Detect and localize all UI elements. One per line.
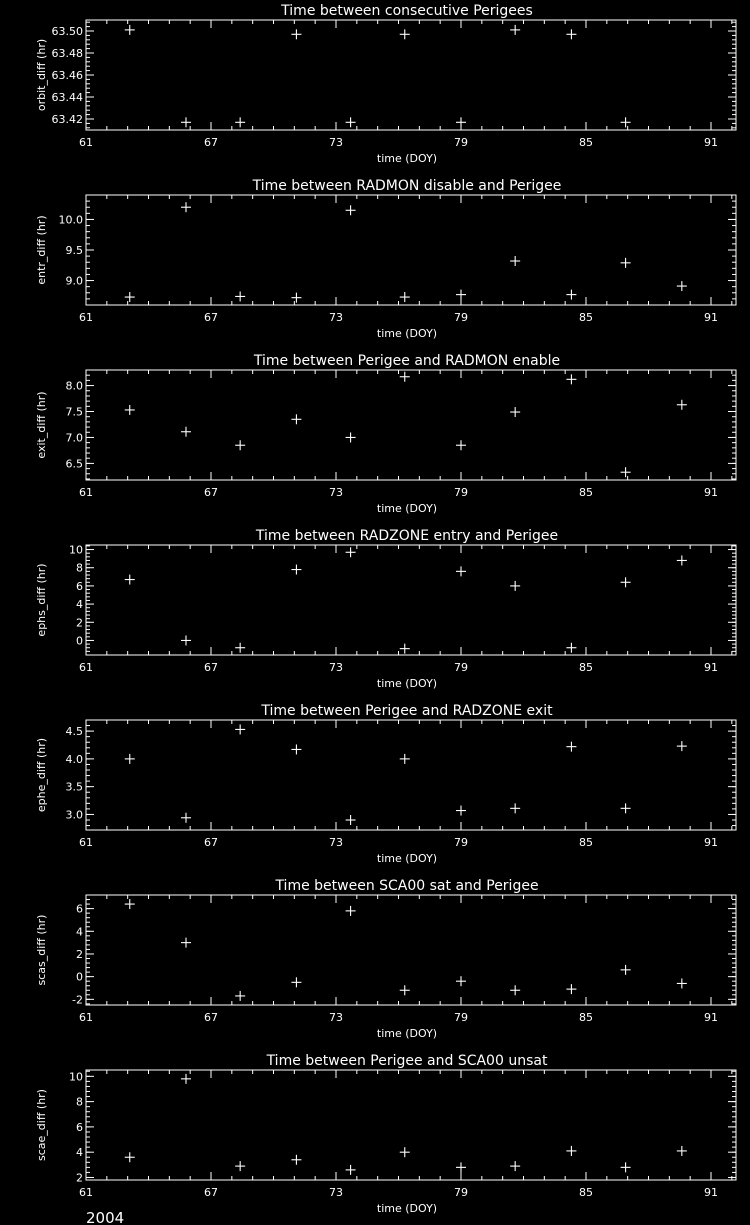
chart-title: Time between RADMON disable and Perigee	[252, 178, 562, 194]
y-tick-label: -2	[72, 993, 83, 1007]
x-tick-label: 73	[329, 836, 343, 849]
x-tick-label: 79	[454, 1186, 468, 1199]
y-tick-label: 63.46	[51, 69, 83, 82]
x-tick-label: 61	[79, 661, 93, 674]
x-tick-label: 67	[204, 311, 218, 324]
y-tick-label: 3.0	[65, 808, 83, 822]
x-tick-label: 73	[329, 311, 343, 324]
x-tick-label: 67	[204, 836, 218, 849]
x-axis-label: time (DOY)	[376, 1202, 438, 1215]
x-tick-label: 85	[579, 1186, 593, 1199]
y-tick-label: 63.42	[51, 113, 83, 126]
x-axis-label: time (DOY)	[376, 152, 438, 165]
x-tick-label: 67	[204, 486, 218, 499]
x-axis-label: time (DOY)	[376, 502, 438, 515]
y-tick-label: 63.48	[51, 47, 83, 60]
y-tick-label: 63.50	[51, 25, 83, 38]
y-tick-label: 8.0	[65, 379, 83, 393]
y-tick-label: 4	[76, 598, 83, 612]
y-tick-label: 10.0	[58, 213, 83, 227]
x-tick-label: 61	[79, 1011, 93, 1024]
year-label: 2004	[86, 1209, 125, 1225]
chart-title: Time between consecutive Perigees	[281, 3, 533, 19]
x-tick-label: 61	[79, 1186, 93, 1199]
x-tick-label: 91	[704, 486, 718, 499]
x-tick-label: 91	[704, 836, 718, 849]
x-tick-label: 73	[329, 1186, 343, 1199]
x-tick-label: 61	[79, 836, 93, 849]
x-tick-label: 91	[704, 661, 718, 674]
x-tick-label: 91	[704, 311, 718, 324]
x-tick-label: 85	[579, 136, 593, 149]
y-tick-label: 10	[69, 543, 83, 557]
x-axis-label: time (DOY)	[376, 852, 438, 865]
x-tick-label: 61	[79, 311, 93, 324]
y-axis-label: ephe_diff (hr)	[35, 737, 48, 813]
y-axis-label: orbit_diff (hr)	[35, 38, 48, 112]
y-tick-label: 7.5	[65, 405, 83, 419]
x-tick-label: 67	[204, 1011, 218, 1024]
x-tick-label: 73	[329, 486, 343, 499]
y-tick-label: 7.0	[65, 431, 83, 445]
x-tick-label: 91	[704, 136, 718, 149]
x-tick-label: 85	[579, 661, 593, 674]
x-tick-label: 91	[704, 1186, 718, 1199]
x-tick-label: 85	[579, 311, 593, 324]
chart-title: Time between Perigee and RADZONE exit	[261, 703, 553, 719]
y-axis-label: entr_diff (hr)	[35, 215, 48, 285]
x-tick-label: 67	[204, 136, 218, 149]
y-tick-label: 0	[76, 970, 83, 984]
y-tick-label: 9.5	[65, 244, 83, 257]
x-tick-label: 61	[79, 486, 93, 499]
y-tick-label: 2	[76, 616, 83, 630]
x-tick-label: 73	[329, 136, 343, 149]
y-tick-label: 10	[69, 1070, 83, 1084]
x-tick-label: 79	[454, 311, 468, 324]
x-tick-label: 67	[204, 1186, 218, 1199]
y-tick-label: 8	[76, 1095, 83, 1109]
y-tick-label: 2	[76, 1171, 83, 1185]
y-tick-label: 6	[76, 579, 83, 593]
chart-title: Time between SCA00 sat and Perigee	[275, 878, 539, 894]
y-axis-label: scas_diff (hr)	[35, 914, 48, 986]
y-tick-label: 6	[76, 902, 83, 916]
x-axis-label: time (DOY)	[376, 677, 438, 690]
x-tick-label: 73	[329, 1011, 343, 1024]
x-tick-label: 85	[579, 486, 593, 499]
x-tick-label: 61	[79, 136, 93, 149]
x-tick-label: 67	[204, 661, 218, 674]
y-tick-label: 4	[76, 925, 83, 939]
chart-title: Time between Perigee and SCA00 unsat	[266, 1053, 548, 1069]
x-tick-label: 91	[704, 1011, 718, 1024]
y-tick-label: 2	[76, 947, 83, 961]
y-tick-label: 3.5	[65, 780, 83, 794]
x-tick-label: 73	[329, 661, 343, 674]
y-axis-label: exit_diff (hr)	[35, 391, 48, 459]
y-tick-label: 4	[76, 1146, 83, 1160]
x-tick-label: 79	[454, 661, 468, 674]
x-tick-label: 85	[579, 836, 593, 849]
y-tick-label: 0	[76, 634, 83, 648]
y-tick-label: 9.0	[65, 274, 83, 288]
y-tick-label: 8	[76, 561, 83, 575]
x-tick-label: 85	[579, 1011, 593, 1024]
y-axis-label: ephs_diff (hr)	[35, 563, 48, 637]
y-tick-label: 4.0	[65, 752, 83, 766]
chart-title: Time between RADZONE entry and Perigee	[255, 528, 559, 544]
y-axis-label: scae_diff (hr)	[35, 1089, 48, 1161]
y-tick-label: 6	[76, 1120, 83, 1134]
x-tick-label: 79	[454, 836, 468, 849]
y-tick-label: 6.5	[65, 457, 83, 471]
x-axis-label: time (DOY)	[376, 1027, 438, 1040]
x-tick-label: 79	[454, 136, 468, 149]
x-tick-label: 79	[454, 486, 468, 499]
x-tick-label: 79	[454, 1011, 468, 1024]
y-tick-label: 4.5	[65, 725, 83, 739]
y-tick-label: 63.44	[51, 91, 83, 104]
x-axis-label: time (DOY)	[376, 327, 438, 340]
chart-title: Time between Perigee and RADMON enable	[253, 353, 561, 369]
